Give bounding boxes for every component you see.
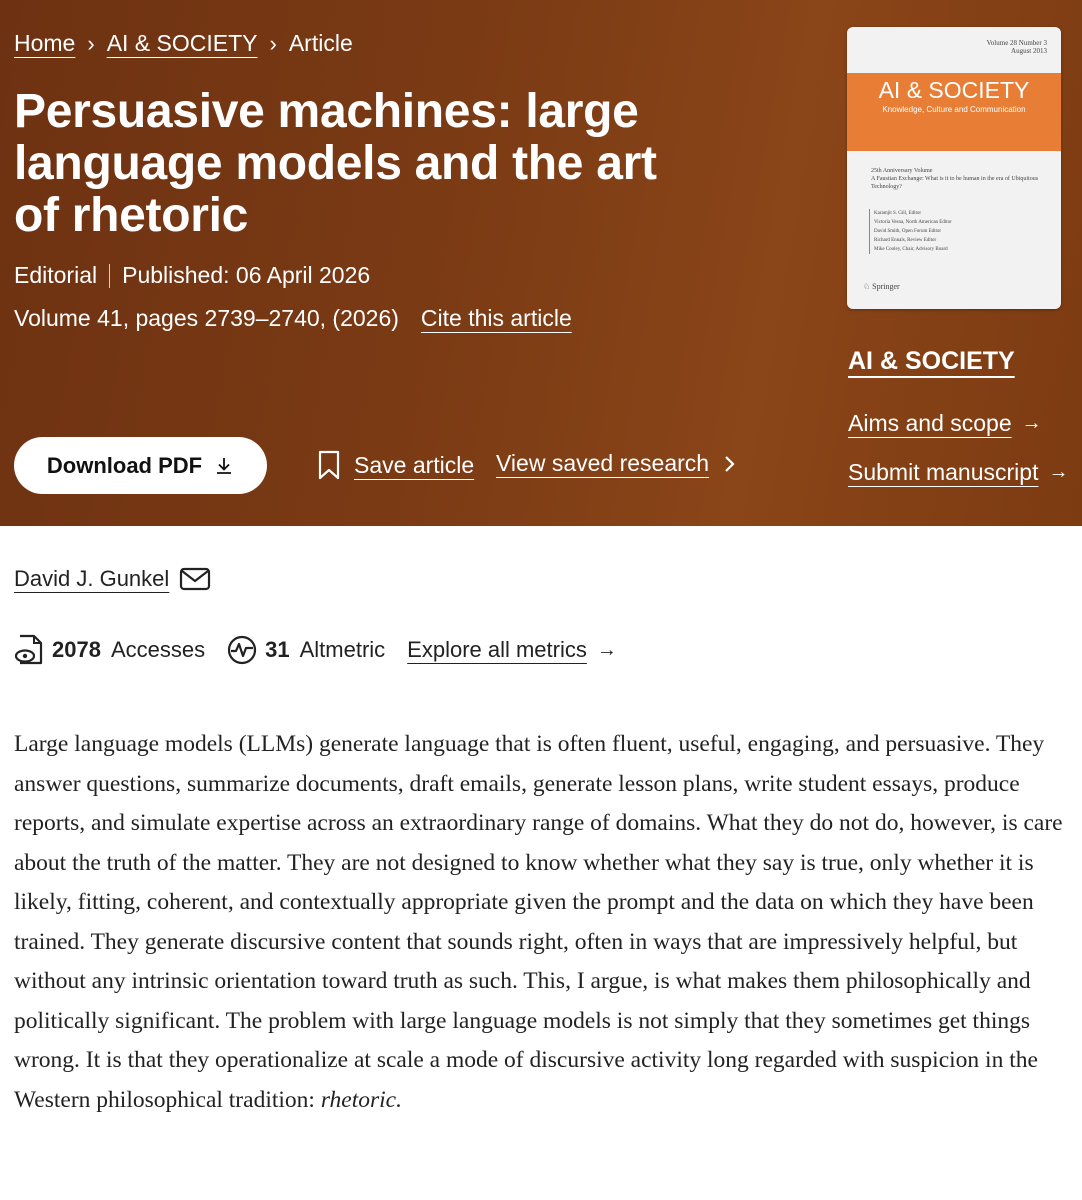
explore-metrics-link[interactable]: Explore all metrics bbox=[407, 637, 587, 662]
submit-manuscript[interactable] bbox=[848, 459, 1068, 486]
download-pdf-button[interactable] bbox=[14, 437, 267, 494]
save-article[interactable] bbox=[318, 450, 474, 480]
aims-scope[interactable] bbox=[848, 410, 1042, 437]
springer-logo: ♘ Springer bbox=[863, 282, 900, 291]
article-meta bbox=[14, 262, 370, 289]
altmetric bbox=[227, 635, 385, 665]
arrow-right-icon: → bbox=[596, 638, 617, 661]
view-saved-research-link[interactable]: View saved research bbox=[496, 450, 710, 476]
cite-article-link[interactable]: Cite this article bbox=[420, 305, 572, 331]
chevron-right-icon bbox=[723, 454, 737, 474]
breadcrumb-current: Article bbox=[288, 30, 353, 56]
journal-cover[interactable] bbox=[847, 27, 1061, 309]
view-saved-research[interactable] bbox=[496, 450, 737, 477]
abstract-paragraph bbox=[14, 725, 1064, 1120]
chevron-right-icon: › bbox=[269, 30, 277, 56]
accesses-label: Accesses bbox=[110, 637, 206, 662]
accesses-count: 2078 bbox=[52, 637, 101, 662]
breadcrumb bbox=[14, 30, 353, 57]
author-link[interactable]: David J. Gunkel bbox=[14, 566, 170, 591]
abstract-text: Large language models (LLMs) generate language that is often fluent, useful, engaging, and persuasive. They answer questions, summarize documents, draft emails, generate lesson plans, write student essays, produce reports, and simulate expertise across an extraordinary range of domains. What they do not do, however, is care about the truth of the matter. They are not designed to know whether what they say is true, only whether it is likely, fitting, coherent, and contextually appropriate given the prompt and the data on which they have been trained. They generate discursive content that sounds right, often in ways that are impressively helpful, but without any intrinsic orientation toward truth as such. This, I argue, is what makes them philosophically and politically significant. The problem with large language models is not simply that they sometimes get things wrong. It is that they operationalize at scale a mode of discursive activity long regarded with suspicion in the Western philosophical tradition: bbox=[14, 731, 1063, 1113]
article-title: Persuasive machines: large language models and the art of rhetoric bbox=[14, 85, 657, 242]
bookmark-icon bbox=[318, 450, 340, 480]
cover-editors: Karamjit S. Gill, Editor Victoria Vesna, North American Editor David Smith, Open Forum Editor Richard Ennals, Review Editor Mike Cooley, Chair, Advisory Board bbox=[869, 209, 952, 254]
author-line bbox=[14, 566, 211, 592]
article-header bbox=[0, 0, 1082, 526]
email-icon[interactable] bbox=[179, 566, 211, 592]
explore-metrics[interactable] bbox=[407, 637, 617, 663]
altmetric-icon bbox=[227, 635, 257, 665]
accesses-icon bbox=[14, 634, 44, 666]
save-article-link[interactable]: Save article bbox=[354, 451, 475, 478]
altmetric-count: 31 bbox=[265, 637, 290, 662]
breadcrumb-home-link[interactable]: Home bbox=[14, 30, 76, 56]
article-metrics bbox=[14, 634, 617, 666]
article-citation bbox=[14, 305, 572, 332]
arrow-right-icon: → bbox=[1048, 461, 1069, 483]
submit-manuscript-link[interactable]: Submit manuscript bbox=[848, 459, 1039, 485]
download-icon bbox=[214, 456, 234, 476]
cover-volume: Volume 28 Number 3 August 2013 bbox=[986, 39, 1047, 55]
breadcrumb-journal-link[interactable]: AI & SOCIETY bbox=[106, 30, 258, 56]
cover-journal-subtitle: Knowledge, Culture and Communication bbox=[882, 105, 1026, 114]
divider bbox=[109, 264, 110, 288]
published-date: Published: 06 April 2026 bbox=[122, 262, 371, 288]
altmetric-label: Altmetric bbox=[299, 637, 386, 662]
cover-journal-name: AI & SOCIETY bbox=[878, 77, 1030, 103]
aims-scope-link[interactable]: Aims and scope bbox=[848, 410, 1012, 436]
article-type: Editorial bbox=[14, 262, 98, 288]
chevron-right-icon: › bbox=[87, 30, 95, 56]
download-pdf-label: Download PDF bbox=[46, 452, 203, 478]
abstract-emphasis: rhetoric. bbox=[320, 1086, 402, 1113]
cover-anniversary: 25th Anniversary Volume A Faustian Exchange: What is it to be human in the era of Ubiquitous Technology? bbox=[871, 168, 1039, 190]
volume-info: Volume 41, pages 2739–2740, (2026) bbox=[14, 305, 399, 331]
journal-title-link[interactable]: AI & SOCIETY bbox=[848, 347, 1015, 375]
arrow-right-icon: → bbox=[1021, 412, 1042, 434]
